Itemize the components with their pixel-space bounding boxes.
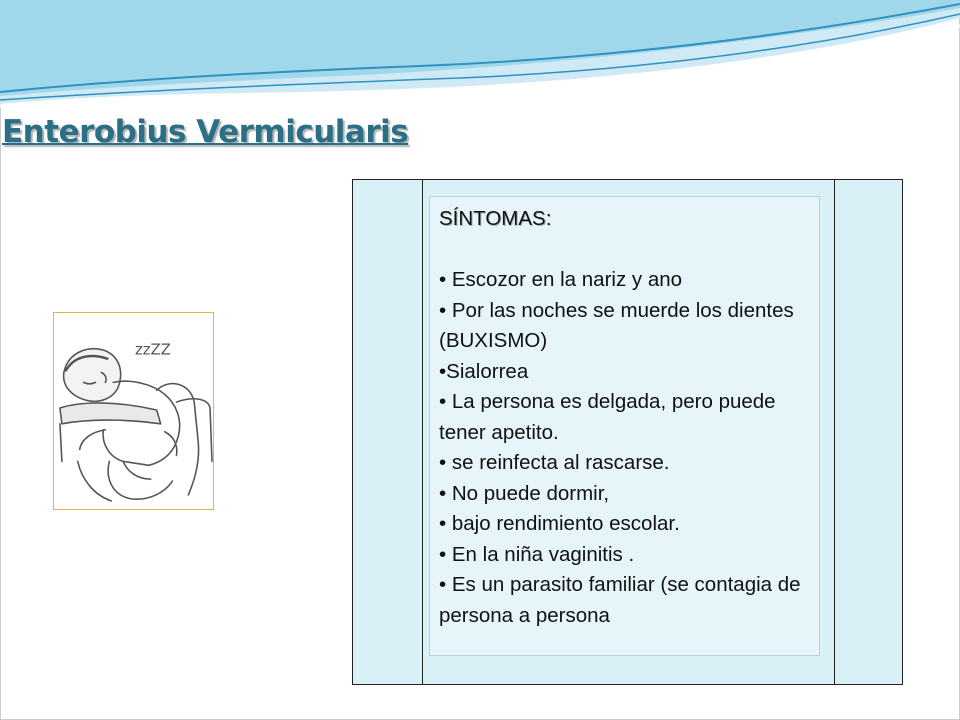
symptom-item: • Es un parasito familiar (se contagia de persona a persona (439, 573, 801, 627)
symptom-item: • La persona es delgada, pero puede tener apetito. (439, 390, 776, 444)
sleeping-child-illustration (53, 312, 214, 510)
heading-spacer (439, 235, 811, 266)
table-middle-column (423, 180, 834, 684)
table-right-column (834, 180, 902, 684)
header-wave-decoration (0, 0, 960, 110)
symptom-item: • Por las noches se muerde los dientes (BUXISMO) (439, 298, 794, 352)
symptom-item: • En la niña vaginitis . (439, 542, 635, 566)
symptom-item: • No puede dormir, (439, 481, 610, 505)
symptom-item: • Escozor en la nariz y ano (439, 268, 683, 291)
symptom-item: • bajo rendimiento escolar. (439, 512, 680, 535)
symptom-item: •Sialorrea (439, 359, 529, 383)
sleeping-child-drawing-icon (54, 313, 213, 509)
symptom-item: • se reinfecta al rascarse. (439, 451, 670, 474)
symptoms-table (352, 179, 903, 685)
symptoms-heading: SÍNTOMAS: (439, 207, 552, 230)
table-left-column (353, 180, 423, 684)
slide-title: Enterobius Vermicularis (2, 114, 409, 150)
symptoms-text-box (429, 196, 820, 656)
symptoms-list (439, 265, 811, 631)
snore-text: zzZZ (134, 341, 171, 359)
